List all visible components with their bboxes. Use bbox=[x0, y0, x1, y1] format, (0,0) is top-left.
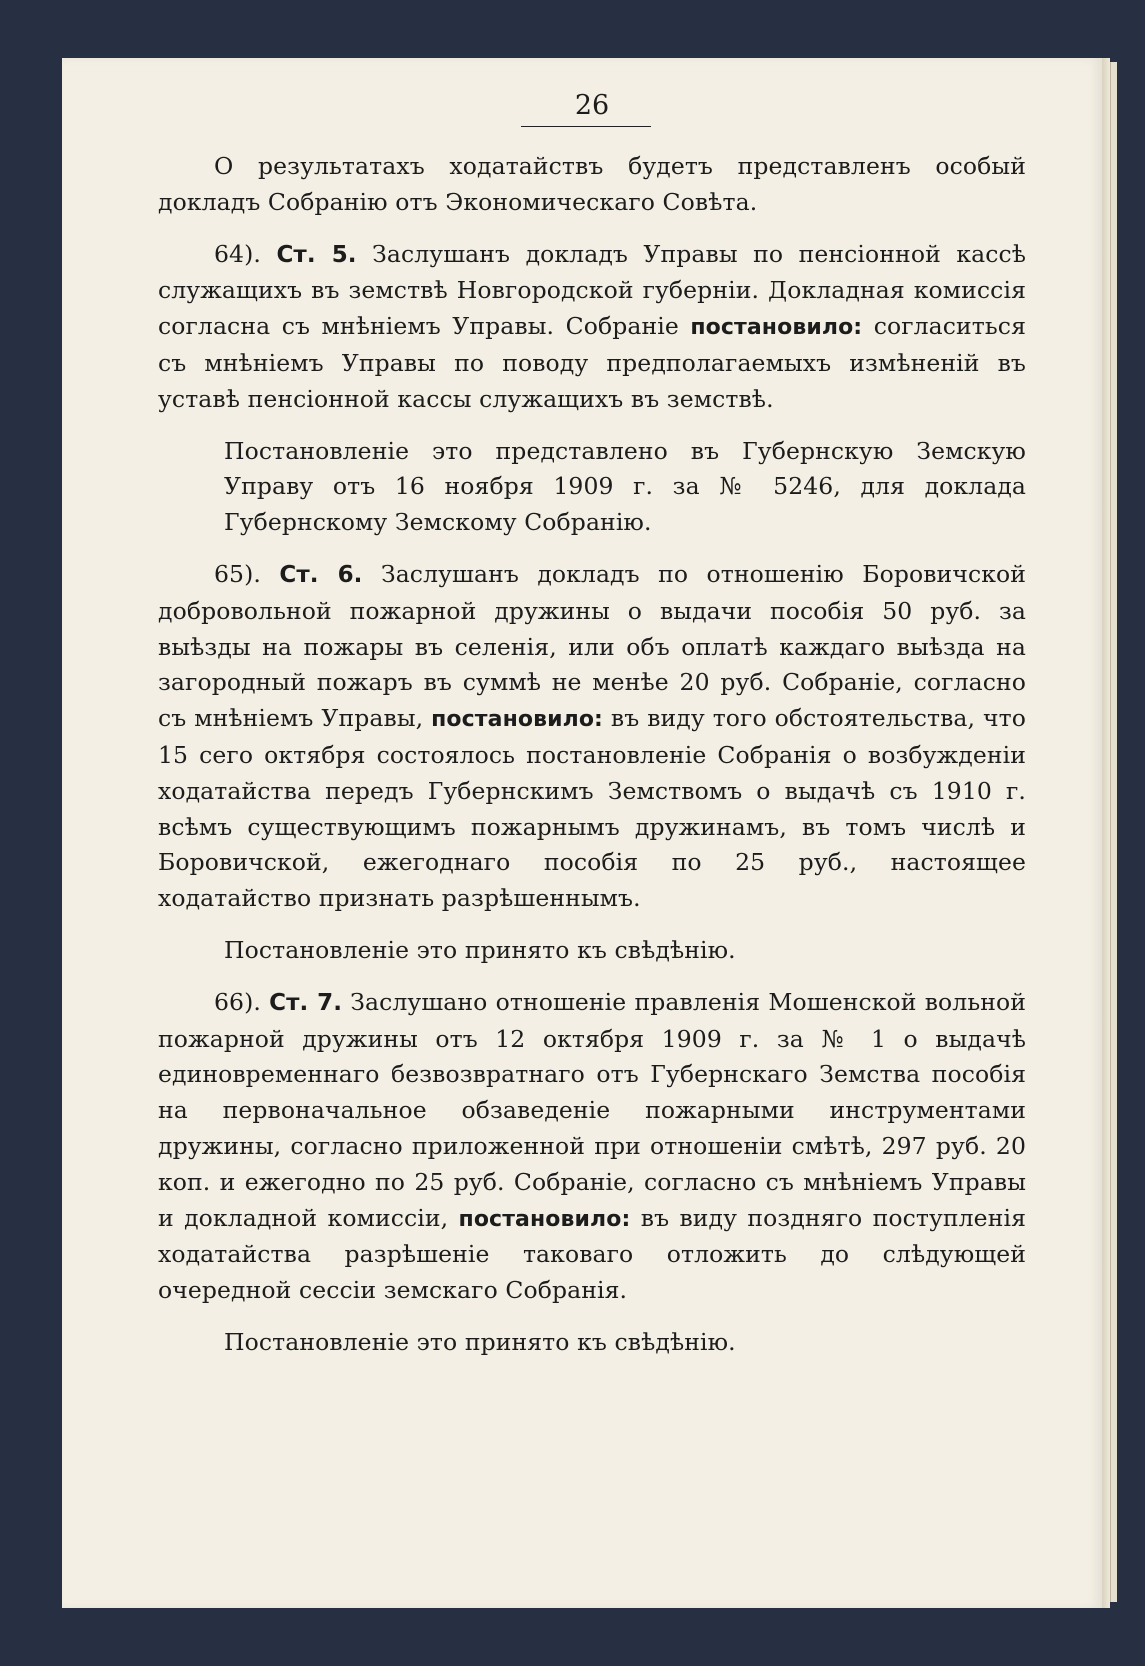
page-content bbox=[158, 88, 1026, 1377]
resolution-note bbox=[158, 434, 1026, 541]
decree-word: постановило: bbox=[458, 1206, 631, 1232]
page-edge bbox=[1102, 58, 1110, 1608]
decree-word: постановило: bbox=[690, 315, 863, 341]
paragraph-text: О результатахъ ходатайствъ будетъ представленъ особый докладъ Собранію отъ Экономическаго Совѣта. bbox=[158, 152, 1026, 216]
page-number: 26 bbox=[574, 90, 610, 121]
resolution-note bbox=[158, 933, 1026, 969]
paragraph-text: Заслушанъ докладъ по отношенію Боровичской добровольной пожарной дружины о выдачи пособія 50 руб. за выѣзды на пожары въ селенія, или объ оплатѣ каждаго выѣзда на загородный пожаръ въ суммѣ не менѣе 20 руб. Собраніе, согласно съ мнѣніемъ Управы, bbox=[158, 559, 1027, 733]
note-text: Постановленіе это представлено въ Губернскую Земскую Управу отъ 16 ноября 1909 г. за № 5246, для доклада Губернскому Земскому Собранію. bbox=[224, 436, 1026, 537]
paragraph-text: въ виду того обстоятельства, что 15 сего октября состоялось постановленіе Собранія о возбужденіи ходатайства передъ Губернскимъ Земствомъ о выдачѣ съ 1910 г. всѣмъ существующимъ пожарнымъ дружинамъ, въ томъ числѣ и Боровичской, ежегоднаго пособія по 25 руб., настоящее ходатайство признать разрѣшеннымъ. bbox=[158, 704, 1026, 913]
paragraph-text: согласиться съ мнѣніемъ Управы по поводу предполагаемыхъ измѣненій въ уставѣ пенсіонной кассы служащихъ въ земствѣ. bbox=[158, 312, 1026, 413]
note-text: Постановленіе это принято къ свѣдѣнію. bbox=[224, 1327, 736, 1356]
paragraph-intro bbox=[158, 149, 1026, 221]
paragraph-text: Заслушано отношеніе правленія Мошенской вольной пожарной дружины отъ 12 октября 1909 г. за № 1 о выдачѣ единовременнаго безвозвратнаго отъ Губернскаго Земства пособія на первоначальное обзаведеніе пожарными инструментами дружины, согласно приложенной при отношеніи смѣтѣ, 297 руб. 20 коп. и ежегодно по 25 руб. Собраніе, согласно съ мнѣніемъ Управы и докладной комиссіи, bbox=[158, 987, 1027, 1232]
item-number: 65). bbox=[214, 559, 280, 588]
paragraph-item-66 bbox=[158, 985, 1026, 1309]
paragraph-item-65 bbox=[158, 557, 1026, 917]
article-label: Ст. 5. bbox=[276, 241, 357, 268]
paragraph-item-64 bbox=[158, 237, 1026, 418]
page-number-rule bbox=[521, 126, 651, 127]
article-label: Ст. 6. bbox=[279, 561, 363, 588]
decree-word: постановило: bbox=[431, 707, 603, 733]
note-text: Постановленіе это принято къ свѣдѣнію. bbox=[224, 935, 736, 964]
item-number: 66). bbox=[214, 987, 270, 1016]
resolution-note bbox=[158, 1325, 1026, 1361]
paragraph-text: Заслушанъ докладъ Управы по пенсіонной кассѣ служащихъ въ земствѣ Новгородской губерніи. Докладная комиссія согласна съ мнѣніемъ Управы. Собраніе bbox=[158, 239, 1027, 341]
page-edge-inner bbox=[1110, 62, 1117, 1602]
article-label: Ст. 7. bbox=[269, 989, 343, 1016]
item-number: 64). bbox=[214, 239, 277, 268]
paragraph-text: въ виду поздняго поступленія ходатайства разрѣшеніе таковаго отложить до слѣдующей очередной сессіи земскаго Собранія. bbox=[158, 1203, 1026, 1305]
